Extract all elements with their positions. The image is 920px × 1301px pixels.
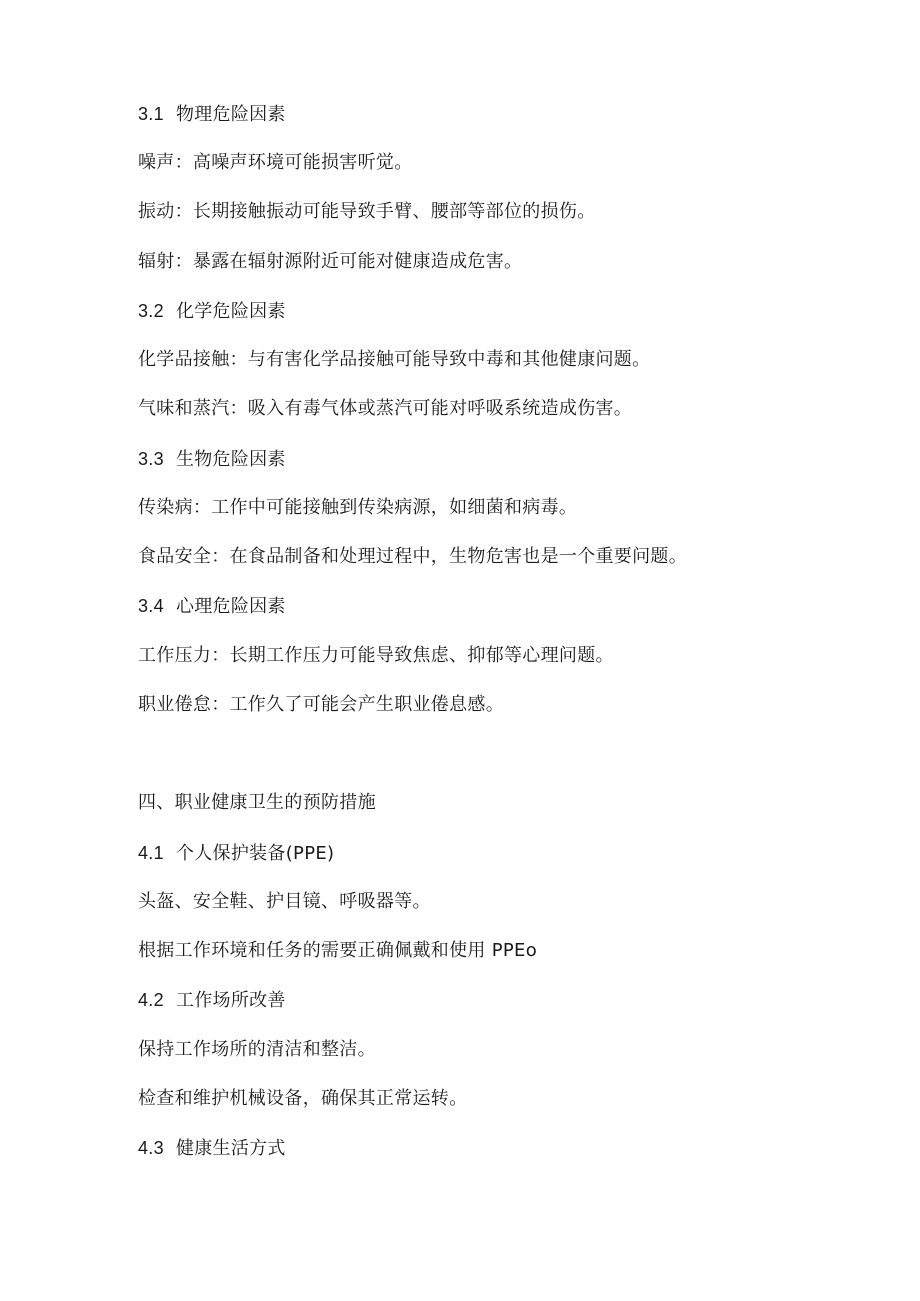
chapter-heading — [138, 791, 376, 815]
section-number: 3.2 — [138, 301, 164, 321]
paragraph — [138, 693, 504, 717]
paragraph-text: 头盔、安全鞋、护目镜、呼吸器等。 — [138, 891, 431, 912]
paragraph — [138, 644, 614, 668]
paragraph-text: 职业倦怠：工作久了可能会产生职业倦息感。 — [138, 694, 504, 715]
paragraph — [138, 496, 577, 520]
section-title: 健康生活方式 — [175, 1138, 286, 1159]
paragraph-text: 工作压力：长期工作压力可能导致焦虑、抑郁等心理问题。 — [138, 645, 614, 666]
paragraph-text: 检查和维护机械设备，确保其正常运转。 — [138, 1088, 468, 1109]
section-title: 工作场所改善 — [175, 990, 286, 1011]
section-number: 4.1 — [138, 843, 164, 863]
section-number: 4.2 — [138, 990, 164, 1010]
section-title: 化学危险因素 — [175, 301, 286, 322]
section-title: 物理危险因素 — [175, 104, 286, 125]
paragraph-text: 保持工作场所的清洁和整洁。 — [138, 1039, 376, 1060]
section-heading-3-4 — [138, 594, 286, 619]
section-heading-4-1 — [138, 841, 334, 866]
paragraph-text: 辐射：暴露在辐射源附近可能对健康造成危害。 — [138, 251, 523, 272]
paragraph-text: 化学品接触：与有害化学品接触可能导致中毒和其他健康问题。 — [138, 349, 651, 370]
section-heading-4-2 — [138, 988, 286, 1013]
section-title: 个人保护装备(PPE) — [175, 843, 335, 864]
section-number: 3.3 — [138, 449, 164, 469]
section-heading-3-3 — [138, 447, 286, 472]
paragraph — [138, 200, 596, 224]
section-title: 生物危险因素 — [175, 449, 286, 470]
paragraph-text: 食品安全：在食品制备和处理过程中，生物危害也是一个重要问题。 — [138, 546, 687, 567]
paragraph — [138, 151, 413, 175]
section-number: 4.3 — [138, 1138, 164, 1158]
paragraph — [138, 250, 522, 274]
paragraph-text: 根据工作环境和任务的需要正确佩戴和使用 PPEo — [138, 940, 538, 961]
paragraph — [138, 397, 632, 421]
paragraph — [138, 1087, 467, 1111]
section-title: 心理危险因素 — [175, 596, 286, 617]
paragraph-text: 噪声：高噪声环境可能损害听觉。 — [138, 152, 413, 173]
chapter-title: 四、职业健康卫生的预防措施 — [138, 792, 376, 813]
section-number: 3.1 — [138, 104, 164, 124]
paragraph — [138, 545, 687, 569]
paragraph-text: 气味和蒸汽：吸入有毒气体或蒸汽可能对呼吸系统造成伤害。 — [138, 398, 633, 419]
section-number: 3.4 — [138, 596, 164, 616]
paragraph — [138, 348, 650, 372]
section-heading-3-1 — [138, 102, 286, 127]
paragraph-text: 振动：长期接触振动可能导致手臂、腰部等部位的损伤。 — [138, 201, 596, 222]
section-heading-3-2 — [138, 299, 286, 324]
section-heading-4-3 — [138, 1136, 286, 1161]
paragraph — [138, 939, 537, 963]
paragraph — [138, 890, 431, 914]
paragraph — [138, 1038, 376, 1062]
paragraph-text: 传染病：工作中可能接触到传染病源，如细菌和病毒。 — [138, 497, 578, 518]
